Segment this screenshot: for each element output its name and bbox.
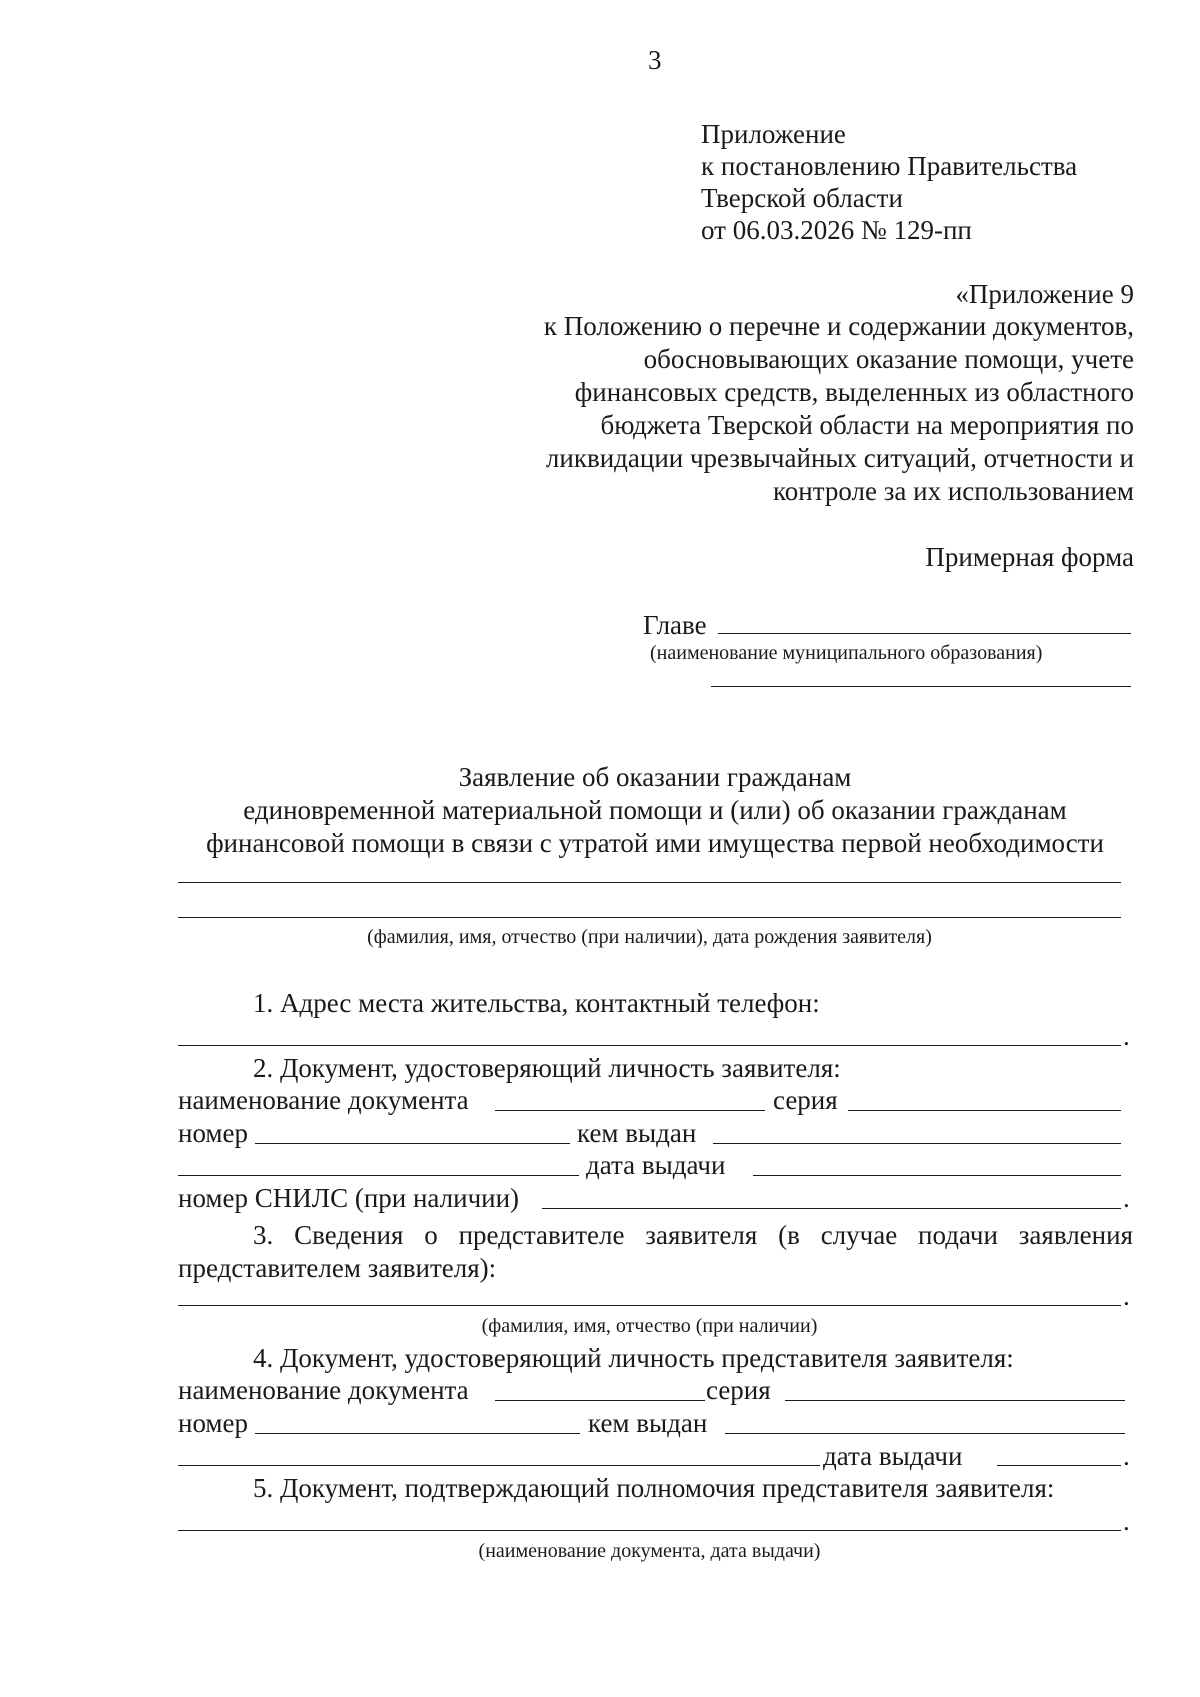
s2-issued-by-field-cont[interactable] [178,1175,579,1176]
s2-snils-field[interactable] [542,1208,1121,1209]
s2-doc-name-label: наименование документа [178,1085,469,1115]
applicant-hint: (фамилия, имя, отчество (при наличии), дата рождения заявителя) [367,926,932,948]
appendix-line-5: бюджета Тверской области на мероприятия по [600,410,1134,440]
s2-doc-name-field[interactable] [495,1110,765,1111]
addressee-hint: (наименование муниципального образования) [650,642,1043,664]
header-line-4: от 06.03.2026 № 129-пп [701,215,972,245]
section3-heading-text-1: 3. Сведения о представителе заявителя (в случае подачи заявления [253,1220,1133,1250]
s2-issued-by-label: кем выдан [577,1118,697,1148]
authority-document-period: . [1123,1506,1130,1536]
s4-number-label: номер [178,1408,249,1438]
s4-issued-by-field-cont[interactable] [178,1465,820,1466]
s2-snils-label: номер СНИЛС (при наличии) [178,1183,520,1213]
appendix-line-6: ликвидации чрезвычайных ситуаций, отчетности и [545,443,1134,473]
s2-issue-date-field[interactable] [753,1175,1121,1176]
title-line-2: единовременной материальной помощи и (или) об оказании гражданам [243,795,1067,825]
s2-series-field[interactable] [848,1110,1121,1111]
authority-document-field[interactable] [178,1530,1121,1531]
address-period: . [1123,1021,1130,1051]
s4-series-field[interactable] [785,1400,1125,1401]
section3-hint: (фамилия, имя, отчество (при наличии) [481,1315,818,1337]
s4-doc-name-label: наименование документа [178,1375,469,1405]
appendix-line-2: к Положению о перечне и содержании документов, [543,311,1134,341]
applicant-blank-line-2[interactable] [178,917,1121,918]
representative-name-period: . [1123,1281,1130,1311]
title-line-3: финансовой помощи в связи с утратой ими имущества первой необходимости [206,828,1104,858]
addressee-blank-line[interactable] [718,633,1131,634]
form-type-label: Примерная форма [925,542,1134,572]
s4-issued-by-field[interactable] [725,1433,1125,1434]
s4-issued-by-label: кем выдан [588,1408,708,1438]
appendix-line-7: контроле за их использованием [773,476,1134,506]
s2-number-field[interactable] [255,1143,570,1144]
s2-number-label: номер [178,1118,249,1148]
applicant-blank-line-1[interactable] [178,882,1121,883]
s4-number-field[interactable] [255,1433,580,1434]
section3-heading-line-1 [253,1219,1133,1251]
addressee-second-blank-line[interactable] [711,686,1131,687]
s4-issue-date-period: . [1123,1441,1130,1471]
section1-heading: 1. Адрес места жительства, контактный телефон: [253,988,820,1018]
s4-series-label: серия [706,1375,771,1405]
section5-heading: 5. Документ, подтверждающий полномочия представителя заявителя: [253,1473,1055,1503]
s4-issue-date-label: дата выдачи [823,1441,963,1471]
appendix-line-4: финансовых средств, выделенных из областного [574,377,1134,407]
address-blank-line[interactable] [178,1045,1121,1046]
title-line-1: Заявление об оказании гражданам [458,762,852,792]
section4-heading: 4. Документ, удостоверяющий личность представителя заявителя: [253,1343,1014,1373]
page-number: 3 [648,45,662,75]
s2-snils-period: . [1123,1183,1130,1213]
appendix-line-1: «Приложение 9 [955,279,1134,309]
header-line-2: к постановлению Правительства [701,151,1078,181]
addressee-label: Главе [643,610,707,640]
s4-issue-date-field[interactable] [997,1465,1121,1466]
header-line-1: Приложение [701,119,846,149]
s2-series-label: серия [773,1085,838,1115]
header-line-3: Тверской области [701,183,903,213]
s4-doc-name-field[interactable] [495,1400,705,1401]
section5-hint: (наименование документа, дата выдачи) [478,1540,821,1562]
section2-heading: 2. Документ, удостоверяющий личность заявителя: [253,1053,841,1083]
representative-name-field[interactable] [178,1305,1121,1306]
s2-issued-by-field[interactable] [713,1143,1121,1144]
section3-heading-line-2: представителем заявителя): [178,1253,497,1283]
s2-issue-date-label: дата выдачи [586,1150,726,1180]
appendix-line-3: обосновывающих оказание помощи, учете [643,344,1134,374]
